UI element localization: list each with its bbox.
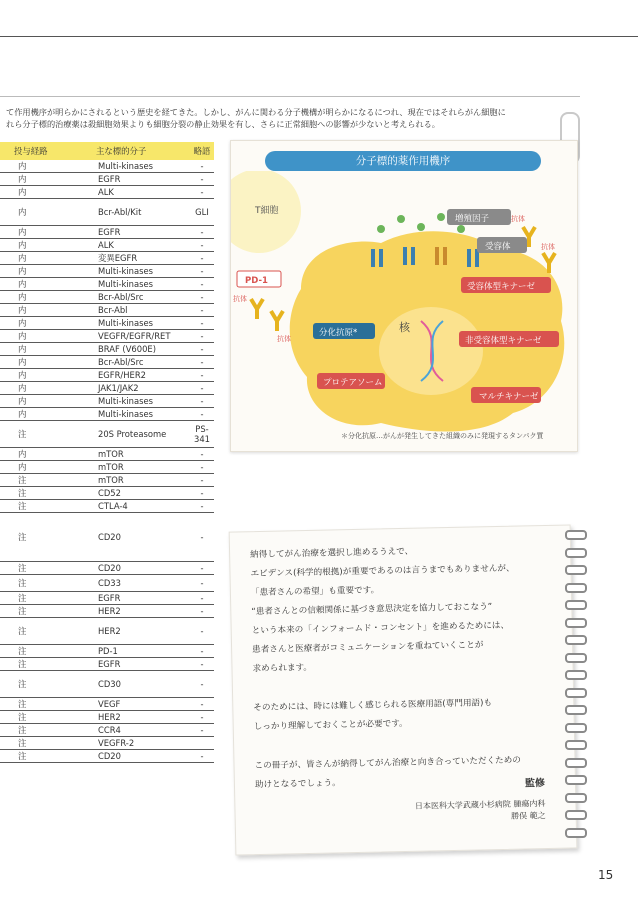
cell-route: 注 bbox=[0, 487, 96, 500]
cell-abbr: GLI bbox=[190, 199, 214, 226]
cell-target: Multi-kinases bbox=[96, 160, 190, 173]
cell-abbr: - bbox=[190, 461, 214, 474]
cell-target: Multi-kinases bbox=[96, 408, 190, 421]
table-row bbox=[0, 750, 214, 763]
table-row bbox=[0, 317, 214, 330]
antibody-y-4 bbox=[271, 311, 283, 331]
drug-table bbox=[0, 142, 214, 763]
cell-target: HER2 bbox=[96, 711, 190, 724]
page-number: 15 bbox=[598, 868, 614, 882]
cell-target: CTLA-4 bbox=[96, 500, 190, 513]
cell-route: 内 bbox=[0, 199, 96, 226]
cell-target: Bcr-Abl bbox=[96, 304, 190, 317]
cell-abbr: PS-341 bbox=[190, 421, 214, 448]
receptor-2b bbox=[411, 247, 415, 265]
cell-route: 注 bbox=[0, 474, 96, 487]
cell-abbr bbox=[190, 737, 214, 750]
cell-abbr: - bbox=[190, 513, 214, 562]
cell-route: 内 bbox=[0, 382, 96, 395]
cell-route: 注 bbox=[0, 592, 96, 605]
cell-abbr: - bbox=[190, 317, 214, 330]
table-row bbox=[0, 291, 214, 304]
cell-route: 注 bbox=[0, 750, 96, 763]
cell-route: 注 bbox=[0, 645, 96, 658]
cell-abbr: - bbox=[190, 265, 214, 278]
cell-target: EGFR bbox=[96, 592, 190, 605]
note-line: 助けとなるでしょう。 bbox=[254, 778, 341, 791]
cell-route: 内 bbox=[0, 278, 96, 291]
table-row bbox=[0, 356, 214, 369]
cell-abbr: - bbox=[190, 605, 214, 618]
section-rule bbox=[0, 96, 580, 97]
table-row bbox=[0, 724, 214, 737]
gf-dot-3 bbox=[417, 223, 425, 231]
header-target: 主な標的分子 bbox=[96, 142, 190, 160]
table-row bbox=[0, 500, 214, 513]
cell-route: 内 bbox=[0, 252, 96, 265]
cell-route: 内 bbox=[0, 395, 96, 408]
figure-caption: ＊分化抗原…がんが発生してきた組織のみに発現するタンパク質 bbox=[341, 432, 544, 440]
cell-route: 注 bbox=[0, 671, 96, 698]
header-rule bbox=[0, 36, 638, 37]
cell-route: 内 bbox=[0, 408, 96, 421]
cell-target: CD30 bbox=[96, 671, 190, 698]
cell-route: 内 bbox=[0, 461, 96, 474]
antibody-label-3: 抗体 bbox=[233, 295, 247, 303]
drug-table-body bbox=[0, 160, 214, 763]
cell-target: CD33 bbox=[96, 575, 190, 592]
cell-route: 内 bbox=[0, 265, 96, 278]
table-row bbox=[0, 592, 214, 605]
cell-target: EGFR bbox=[96, 173, 190, 186]
note-line: 求められます。 bbox=[252, 662, 313, 675]
table-row bbox=[0, 252, 214, 265]
cell-abbr: - bbox=[190, 343, 214, 356]
cell-abbr: - bbox=[190, 562, 214, 575]
table-row bbox=[0, 658, 214, 671]
cell-target: ALK bbox=[96, 186, 190, 199]
cell-route: 注 bbox=[0, 737, 96, 750]
cell-target: 変異EGFR bbox=[96, 252, 190, 265]
supervisor-label: 監修 bbox=[524, 778, 546, 790]
cell-abbr: - bbox=[190, 186, 214, 199]
table-row bbox=[0, 671, 214, 698]
cell-target: BRAF (V600E) bbox=[96, 343, 190, 356]
note-paragraph-1 bbox=[250, 540, 553, 679]
table-row bbox=[0, 239, 214, 252]
ring-icon bbox=[565, 635, 587, 645]
cell-target: 20S Proteasome bbox=[96, 421, 190, 448]
ring-icon bbox=[565, 705, 587, 715]
cell-target: EGFR/HER2 bbox=[96, 369, 190, 382]
nucleus-label: 核 bbox=[399, 321, 410, 334]
cell-target: VEGF bbox=[96, 698, 190, 711]
cell-route: 注 bbox=[0, 421, 96, 448]
cell-abbr: - bbox=[190, 724, 214, 737]
cell-target: JAK1/JAK2 bbox=[96, 382, 190, 395]
note-line: しっかり理解しておくことが必要です。 bbox=[253, 718, 408, 733]
cell-target: CCR4 bbox=[96, 724, 190, 737]
supervisor-note bbox=[229, 524, 578, 855]
cell-route: 注 bbox=[0, 658, 96, 671]
gf-dot-2 bbox=[397, 215, 405, 223]
cell-route: 内 bbox=[0, 356, 96, 369]
cell-abbr: - bbox=[190, 369, 214, 382]
table-row bbox=[0, 487, 214, 500]
table-row bbox=[0, 278, 214, 291]
ring-icon bbox=[565, 810, 587, 820]
cell-abbr: - bbox=[190, 671, 214, 698]
receptor-3b bbox=[443, 247, 447, 265]
ring-icon bbox=[565, 600, 587, 610]
cell-target: CD20 bbox=[96, 750, 190, 763]
mechanism-figure bbox=[230, 140, 578, 452]
cell-target: EGFR bbox=[96, 226, 190, 239]
cell-target: CD52 bbox=[96, 487, 190, 500]
cell-abbr: - bbox=[190, 474, 214, 487]
cell-target: Multi-kinases bbox=[96, 278, 190, 291]
drug-table-header bbox=[0, 142, 214, 160]
table-row bbox=[0, 395, 214, 408]
intro-text bbox=[6, 106, 606, 130]
receptor-3 bbox=[435, 247, 439, 265]
table-row bbox=[0, 448, 214, 461]
ring-icon bbox=[565, 653, 587, 663]
cell-abbr: - bbox=[190, 330, 214, 343]
cell-abbr: - bbox=[190, 658, 214, 671]
table-row bbox=[0, 160, 214, 173]
cell-abbr: - bbox=[190, 487, 214, 500]
table-row bbox=[0, 304, 214, 317]
ring-icon bbox=[565, 565, 587, 575]
proteasome-label: プロテアソーム bbox=[323, 378, 383, 388]
cell-target: Multi-kinases bbox=[96, 395, 190, 408]
table-row bbox=[0, 408, 214, 421]
cell-route: 内 bbox=[0, 330, 96, 343]
table-row bbox=[0, 199, 214, 226]
ring-icon bbox=[565, 688, 587, 698]
table-row bbox=[0, 474, 214, 487]
cell-route: 内 bbox=[0, 304, 96, 317]
multikinase-label: マルチキナーゼ bbox=[479, 392, 539, 402]
note-paragraph-2 bbox=[253, 693, 554, 737]
receptor-1b bbox=[379, 249, 383, 267]
cell-target: mTOR bbox=[96, 448, 190, 461]
table-row bbox=[0, 645, 214, 658]
cell-abbr: - bbox=[190, 618, 214, 645]
table-row bbox=[0, 186, 214, 199]
cell-route: 注 bbox=[0, 724, 96, 737]
cell-target: mTOR bbox=[96, 461, 190, 474]
cell-abbr: - bbox=[190, 291, 214, 304]
cell-route: 内 bbox=[0, 343, 96, 356]
note-text bbox=[250, 540, 556, 815]
table-row bbox=[0, 265, 214, 278]
pd1-label: PD-1 bbox=[245, 276, 268, 286]
cell-route: 内 bbox=[0, 173, 96, 186]
cell-target: Bcr-Abl/Src bbox=[96, 356, 190, 369]
cell-target: Multi-kinases bbox=[96, 317, 190, 330]
cell-route: 注 bbox=[0, 500, 96, 513]
supervisor-name: 勝俣 範之 bbox=[511, 811, 546, 821]
gf-dot-5 bbox=[457, 225, 465, 233]
cell-route: 内 bbox=[0, 226, 96, 239]
supervisor-block bbox=[414, 778, 545, 825]
table-row bbox=[0, 618, 214, 645]
cell-route: 注 bbox=[0, 698, 96, 711]
cell-route: 注 bbox=[0, 618, 96, 645]
receptor-2 bbox=[403, 247, 407, 265]
cell-route: 内 bbox=[0, 369, 96, 382]
gf-dot-1 bbox=[377, 225, 385, 233]
ring-icon bbox=[565, 548, 587, 558]
note-line: エビデンス(科学的根拠)が重要であるのは言うまでもありませんが、 bbox=[250, 563, 515, 580]
cell-abbr: - bbox=[190, 252, 214, 265]
table-row bbox=[0, 562, 214, 575]
figure-title: 分子標的薬作用機序 bbox=[265, 151, 541, 171]
note-line: そのためには、時には難しく感じられる医療用語(専門用語)も bbox=[253, 698, 493, 714]
cell-route: 注 bbox=[0, 513, 96, 562]
ring-icon bbox=[565, 530, 587, 540]
cell-abbr: - bbox=[190, 395, 214, 408]
cell-target: VEGFR/EGFR/RET bbox=[96, 330, 190, 343]
cell-route: 内 bbox=[0, 186, 96, 199]
cell-abbr: - bbox=[190, 750, 214, 763]
antibody-y-3 bbox=[251, 299, 263, 319]
cell-abbr: - bbox=[190, 239, 214, 252]
note-line: 患者さんと医療者がコミュニケーションを重ねていくことが bbox=[252, 640, 484, 656]
note-line: という本来の「インフォームド・コンセント」を進めるためには、 bbox=[251, 620, 510, 637]
cell-target: Bcr-Abl/Kit bbox=[96, 199, 190, 226]
receptor-kinase-label: 受容体型キナーゼ bbox=[467, 282, 535, 292]
antibody-label-1: 抗体 bbox=[511, 215, 525, 223]
cell-route: 内 bbox=[0, 160, 96, 173]
note-line: “患者さんとの信頼関係に基づき意思決定を協力しておこなう” bbox=[251, 602, 493, 618]
cell-target: mTOR bbox=[96, 474, 190, 487]
t-cell-label: T細胞 bbox=[255, 206, 279, 216]
cell-abbr: - bbox=[190, 173, 214, 186]
table-row bbox=[0, 513, 214, 562]
table-row bbox=[0, 226, 214, 239]
cell-abbr: - bbox=[190, 278, 214, 291]
ring-icon bbox=[565, 670, 587, 680]
table-row bbox=[0, 369, 214, 382]
table-row bbox=[0, 461, 214, 474]
cell-route: 注 bbox=[0, 711, 96, 724]
ring-icon bbox=[565, 723, 587, 733]
cell-route: 内 bbox=[0, 239, 96, 252]
mechanism-diagram bbox=[231, 171, 577, 451]
cell-route: 注 bbox=[0, 562, 96, 575]
ring-icon bbox=[565, 618, 587, 628]
cell-target: HER2 bbox=[96, 618, 190, 645]
note-line: 「患者さんの希望」も重要です。 bbox=[250, 585, 380, 599]
ring-icon bbox=[565, 775, 587, 785]
table-row bbox=[0, 330, 214, 343]
antibody-label-4: 抗体 bbox=[277, 335, 291, 343]
cell-abbr: - bbox=[190, 160, 214, 173]
cell-abbr: - bbox=[190, 711, 214, 724]
note-line: この冊子が、皆さんが納得してがん治療と向き合っていただくための bbox=[254, 755, 522, 772]
cell-target: ALK bbox=[96, 239, 190, 252]
table-row bbox=[0, 605, 214, 618]
ring-icon bbox=[565, 758, 587, 768]
ring-icon bbox=[565, 793, 587, 803]
intro-line-2: れら分子標的治療薬は殺細胞効果よりも細胞分裂の静止効果を有し、さらに正常細胞への影響が少ないと考えられる。 bbox=[6, 119, 440, 129]
non-receptor-kinase-label: 非受容体型キナーゼ bbox=[465, 336, 542, 346]
cell-target: PD-1 bbox=[96, 645, 190, 658]
ring-icon bbox=[565, 828, 587, 838]
cell-route: 注 bbox=[0, 605, 96, 618]
cell-target: CD20 bbox=[96, 562, 190, 575]
cell-target: Bcr-Abl/Src bbox=[96, 291, 190, 304]
table-row bbox=[0, 711, 214, 724]
header-abbr: 略語 bbox=[190, 142, 214, 160]
cell-route: 内 bbox=[0, 291, 96, 304]
differentiation-antigen-label: 分化抗原* bbox=[319, 328, 358, 338]
receptor-4 bbox=[467, 249, 471, 267]
cell-target: CD20 bbox=[96, 513, 190, 562]
antibody-label-2: 抗体 bbox=[541, 243, 555, 251]
cell-abbr: - bbox=[190, 645, 214, 658]
cell-abbr: - bbox=[190, 304, 214, 317]
gf-dot-4 bbox=[437, 213, 445, 221]
cell-abbr: - bbox=[190, 408, 214, 421]
note-line: 納得してがん治療を選択し進めるうえで、 bbox=[250, 546, 414, 561]
cell-target: VEGFR-2 bbox=[96, 737, 190, 750]
notebook-rings bbox=[565, 530, 585, 850]
cell-abbr: - bbox=[190, 356, 214, 369]
growth-factor-label: 増殖因子 bbox=[455, 214, 490, 224]
cell-abbr: - bbox=[190, 382, 214, 395]
cell-abbr: - bbox=[190, 226, 214, 239]
cell-target: Multi-kinases bbox=[96, 265, 190, 278]
intro-line-1: て作用機序が明らかにされるという歴史を経てきた。しかし、がんに関わる分子機構が明らかになるにつれ、現在ではそれらがん細胞に bbox=[6, 107, 506, 117]
cell-target: HER2 bbox=[96, 605, 190, 618]
ring-icon bbox=[565, 583, 587, 593]
table-row bbox=[0, 421, 214, 448]
cell-abbr: - bbox=[190, 592, 214, 605]
supervisor-affiliation: 日本医科大学武蔵小杉病院 腫瘍内科 bbox=[414, 799, 546, 811]
receptor-1 bbox=[371, 249, 375, 267]
cell-target: EGFR bbox=[96, 658, 190, 671]
cell-abbr: - bbox=[190, 500, 214, 513]
cell-route: 内 bbox=[0, 317, 96, 330]
receptor-label: 受容体 bbox=[485, 242, 511, 252]
ring-icon bbox=[565, 740, 587, 750]
table-row bbox=[0, 382, 214, 395]
cell-route: 内 bbox=[0, 448, 96, 461]
cell-abbr: - bbox=[190, 698, 214, 711]
table-row bbox=[0, 343, 214, 356]
header-route: 投与経路 bbox=[0, 142, 96, 160]
cell-abbr: - bbox=[190, 575, 214, 592]
cell-abbr: - bbox=[190, 448, 214, 461]
table-row bbox=[0, 698, 214, 711]
table-row bbox=[0, 173, 214, 186]
table-row bbox=[0, 575, 214, 592]
table-row bbox=[0, 737, 214, 750]
cell-route: 注 bbox=[0, 575, 96, 592]
